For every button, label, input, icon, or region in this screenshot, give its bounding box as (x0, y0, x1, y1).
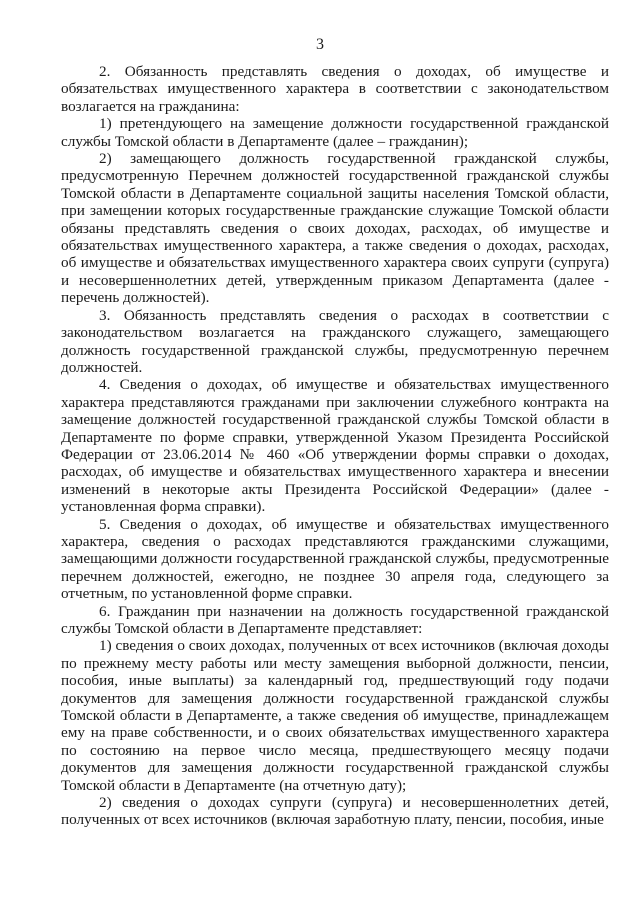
paragraph-6-item-1: 1) сведения о своих доходах, полученных от всех источников (включая доходы по прежнему месту работы или месту замещения выборной должности, пенсии, пособия, иные выплаты) за календарный год, предшествующий году подачи документов для замещения должности государственной гражданской службы Томской области в Департаменте, а также сведения об имуществе, принадлежащем ему на праве собственности, и о своих обязательствах имущественного характера по состоянию на первое число месяца, предшествующего месяцу подачи документов для замещения должности государственной гражданской службы Томской области в Департаменте (на отчетную дату); (61, 637, 609, 794)
paragraph-5-annual: 5. Сведения о доходах, об имуществе и обязательствах имущественного характера, сведения о расходах представляются гражданскими служащими, замещающими должности государственной гражданской службы, предусмотренные перечнем должностей, ежегодно, не позднее 30 апреля года, следующего за отчетным, по установленной форме справки. (61, 515, 609, 603)
paragraph-2-obligation: 2. Обязанность представлять сведения о доходах, об имуществе и обязательствах имущественного характера в соответствии с законодательством возлагается на гражданина: (61, 63, 609, 115)
paragraph-4-citizens: 4. Сведения о доходах, об имуществе и обязательствах имущественного характера представляются гражданами при заключении служебного контракта на замещение должностей государственной гражданской службы Томской области в Департаменте по форме справки, утвержденной Указом Президента Российской Федерации от 23.06.2014 № 460 «Об утверждении формы справки о доходах, расходах, об имуществе и обязательствах имущественного характера и внесении изменений в некоторые акты Президента Российской Федерации» (далее - установленная форма справки). (61, 376, 609, 516)
paragraph-6-item-2: 2) сведения о доходах супруги (супруга) и несовершеннолетних детей, полученных от всех источников (включая заработную плату, пенсии, пособия, иные (61, 794, 609, 829)
document-body (61, 63, 609, 829)
paragraph-6-appointment: 6. Гражданин при назначении на должность государственной гражданской службы Томской области в Департаменте представляет: (61, 602, 609, 637)
paragraph-2-item-1: 1) претендующего на замещение должности государственной гражданской службы Томской области в Департаменте (далее – гражданин); (61, 115, 609, 150)
paragraph-3-expenses: 3. Обязанность представлять сведения о расходах в соответствии с законодательством возлагается на гражданского служащего, замещающего должность государственной гражданской службы, предусмотренную перечнем должностей. (61, 306, 609, 376)
paragraph-2-item-2: 2) замещающего должность государственной гражданской службы, предусмотренную Перечнем должностей государственной гражданской службы Томской области в Департаменте социальной защиты населения Томской области, при замещении которых государственные гражданские служащие Томской области обязаны представлять сведения о своих доходах, расходах, об имуществе и обязательствах имущественного характера, а также сведения о доходах, расходах, об имуществе и обязательствах имущественного характера своих супруги (супруга) и несовершеннолетних детей, утвержденным приказом Департамента (далее - перечень должностей). (61, 150, 609, 307)
page-number: 3 (316, 36, 324, 53)
